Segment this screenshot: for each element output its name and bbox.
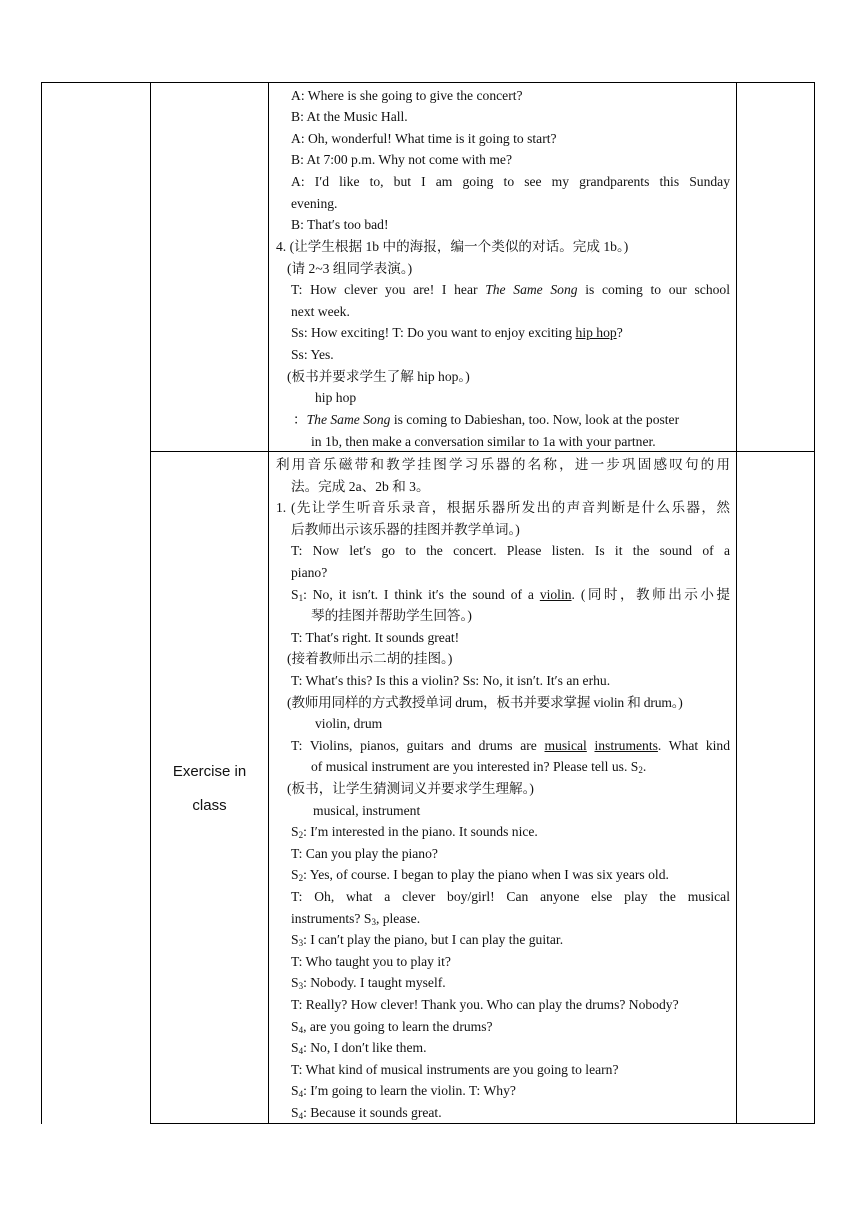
- text-line: $S_3$: Nobody. I taught myself.: [291, 975, 446, 991]
- text-line: T: What′s this? Is this a violin? Ss: No, it isn′t. It′s an erhu.: [291, 673, 611, 688]
- text-line: T: How clever you are! I hear The Same Song is coming to our school: [291, 282, 730, 297]
- text-line: Ss: How exciting! T: Do you want to enjoy exciting hip hop?: [291, 325, 623, 340]
- text-line: in 1b, then make a conversation similar to 1a with your partner.: [311, 434, 656, 449]
- text-line: (教师用同样的方式教授单词 drum，板书并要求掌握 violin 和 drum。): [287, 695, 683, 710]
- text-line: $S_2$: I′m interested in the piano. It sounds nice.: [291, 824, 538, 840]
- row-label-line2: class: [192, 797, 227, 814]
- text-line: T: Can you play the piano?: [291, 846, 438, 861]
- text-line: piano?: [291, 565, 328, 580]
- column-divider-2: [268, 82, 269, 1124]
- text-line: 4. (让学生根据 1b 中的海报，编一个类似的对话。完成 1b。): [276, 239, 629, 254]
- text-line: evening.: [291, 196, 338, 211]
- text-line: B: That′s too bad!: [291, 217, 389, 232]
- text-line: next week.: [291, 304, 350, 319]
- text-line: $S_2$: Yes, of course. I began to play the piano when I was six years old.: [291, 867, 669, 883]
- board-note: musical, instrument: [313, 803, 421, 818]
- text-line: (板书，让学生猜测词义并要求学生理解。): [287, 781, 534, 796]
- text-line: A: Oh, wonderful! What time is it going to start?: [291, 131, 557, 146]
- text-line: T: What kind of musical instruments are you going to learn?: [291, 1062, 619, 1077]
- text-line: $S_4$, are you going to learn the drums?: [291, 1019, 493, 1035]
- text-line: T: Now let′s go to the concert. Please listen. Is it the sound of a: [291, 543, 730, 558]
- text-line: A: Where is she going to give the concert?: [291, 88, 523, 103]
- text-line: $S_4$: Because it sounds great.: [291, 1105, 442, 1121]
- row-label-line1: Exercise in: [172, 763, 247, 780]
- text-line: $S_4$: I′m going to learn the violin. T: Why?: [291, 1083, 516, 1099]
- text-line: 1. (先让学生听音乐录音，根据乐器所发出的声音判断是什么乐器，然: [276, 500, 730, 515]
- text-line: $S_3$: I can′t play the piano, but I can play the guitar.: [291, 932, 564, 948]
- table-top-border: [41, 82, 815, 83]
- board-note: violin, drum: [315, 716, 383, 731]
- table-bottom-border: [150, 1123, 815, 1124]
- text-line: Ss: Yes.: [291, 347, 334, 362]
- column-divider-1: [150, 82, 151, 1124]
- text-line: B: At the Music Hall.: [291, 109, 408, 124]
- text-line: 利用音乐磁带和教学挂图学习乐器的名称，进一步巩固感叹句的用: [276, 457, 730, 472]
- text-line: $S_4$: No, I don′t like them.: [291, 1040, 427, 1056]
- text-line: ：The Same Song is coming to Dabieshan, too. Now, look at the poster: [293, 412, 680, 427]
- text-line: B: At 7:00 p.m. Why not come with me?: [291, 152, 513, 167]
- text-line: A: I′d like to, but I am going to see my grandparents this Sunday: [291, 174, 730, 189]
- text-line: T: Who taught you to play it?: [291, 954, 451, 969]
- table-right-border: [814, 82, 815, 1124]
- board-note: hip hop: [315, 390, 357, 405]
- column-divider-3: [736, 82, 737, 1124]
- text-line: T: Oh, what a clever boy/girl! Can anyone else play the musical: [291, 889, 730, 904]
- table-left-border: [41, 82, 42, 1124]
- text-line: (板书并要求学生了解 hip hop。): [287, 369, 470, 384]
- text-line: 后教师出示该乐器的挂图并教学单词。): [291, 522, 520, 537]
- text-line: instruments? $S_3$, please.: [291, 911, 421, 927]
- text-line: of musical instrument are you interested in? Please tell us. $S_2$.: [311, 759, 647, 775]
- text-line: T: Really? How clever! Thank you. Who can play the drums? Nobody?: [291, 997, 679, 1012]
- text-line: (请 2~3 组同学表演。): [287, 261, 413, 276]
- text-line: 法。完成 2a、2b 和 3。: [291, 479, 430, 494]
- text-line: T: That′s right. It sounds great!: [291, 630, 460, 645]
- text-line: 琴的挂图并帮助学生回答。): [311, 608, 472, 623]
- text-line: $S_1$: No, it isn′t. I think it′s the sound of a violin. (同时，教师出示小提: [291, 587, 731, 603]
- text-line: T: Violins, pianos, guitars and drums are musical instruments. What kind: [291, 738, 731, 753]
- text-line: (接着教师出示二胡的挂图。): [287, 651, 453, 666]
